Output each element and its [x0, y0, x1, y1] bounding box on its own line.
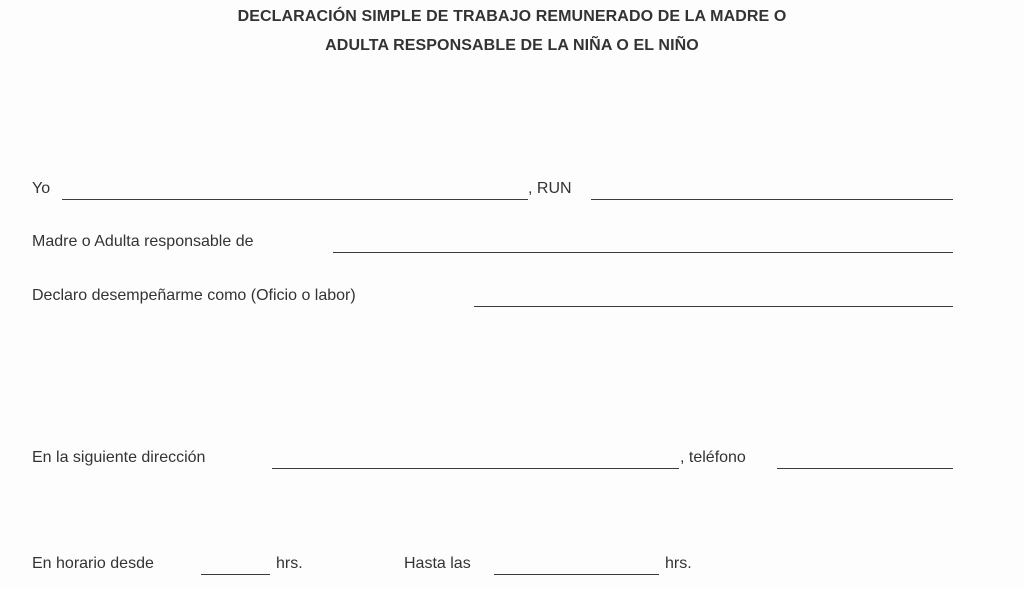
start-time-field[interactable]	[201, 574, 270, 575]
direccion-label: En la siguiente dirección	[32, 449, 206, 466]
address-field[interactable]	[272, 468, 679, 469]
title-line-2: ADULTA RESPONSABLE DE LA NIÑA O EL NIÑO	[325, 37, 699, 54]
title-line-1: DECLARACIÓN SIMPLE DE TRABAJO REMUNERADO DE LA MADRE O	[237, 8, 787, 25]
horario-desde-label: En horario desde	[32, 555, 154, 572]
phone-field[interactable]	[777, 468, 953, 469]
hrs-label-end: hrs.	[665, 555, 692, 572]
occupation-field[interactable]	[474, 306, 953, 307]
hasta-label: Hasta las	[404, 555, 471, 572]
end-time-field[interactable]	[494, 574, 659, 575]
child-name-field[interactable]	[333, 252, 953, 253]
yo-label: Yo	[32, 180, 51, 197]
name-field[interactable]	[62, 199, 528, 200]
hrs-label-start: hrs.	[276, 555, 303, 572]
run-label: , RUN	[528, 180, 572, 197]
run-field[interactable]	[591, 199, 953, 200]
telefono-label: , teléfono	[680, 449, 746, 466]
madre-label: Madre o Adulta responsable de	[32, 233, 254, 250]
declaro-label: Declaro desempeñarme como (Oficio o labor)	[32, 287, 356, 304]
